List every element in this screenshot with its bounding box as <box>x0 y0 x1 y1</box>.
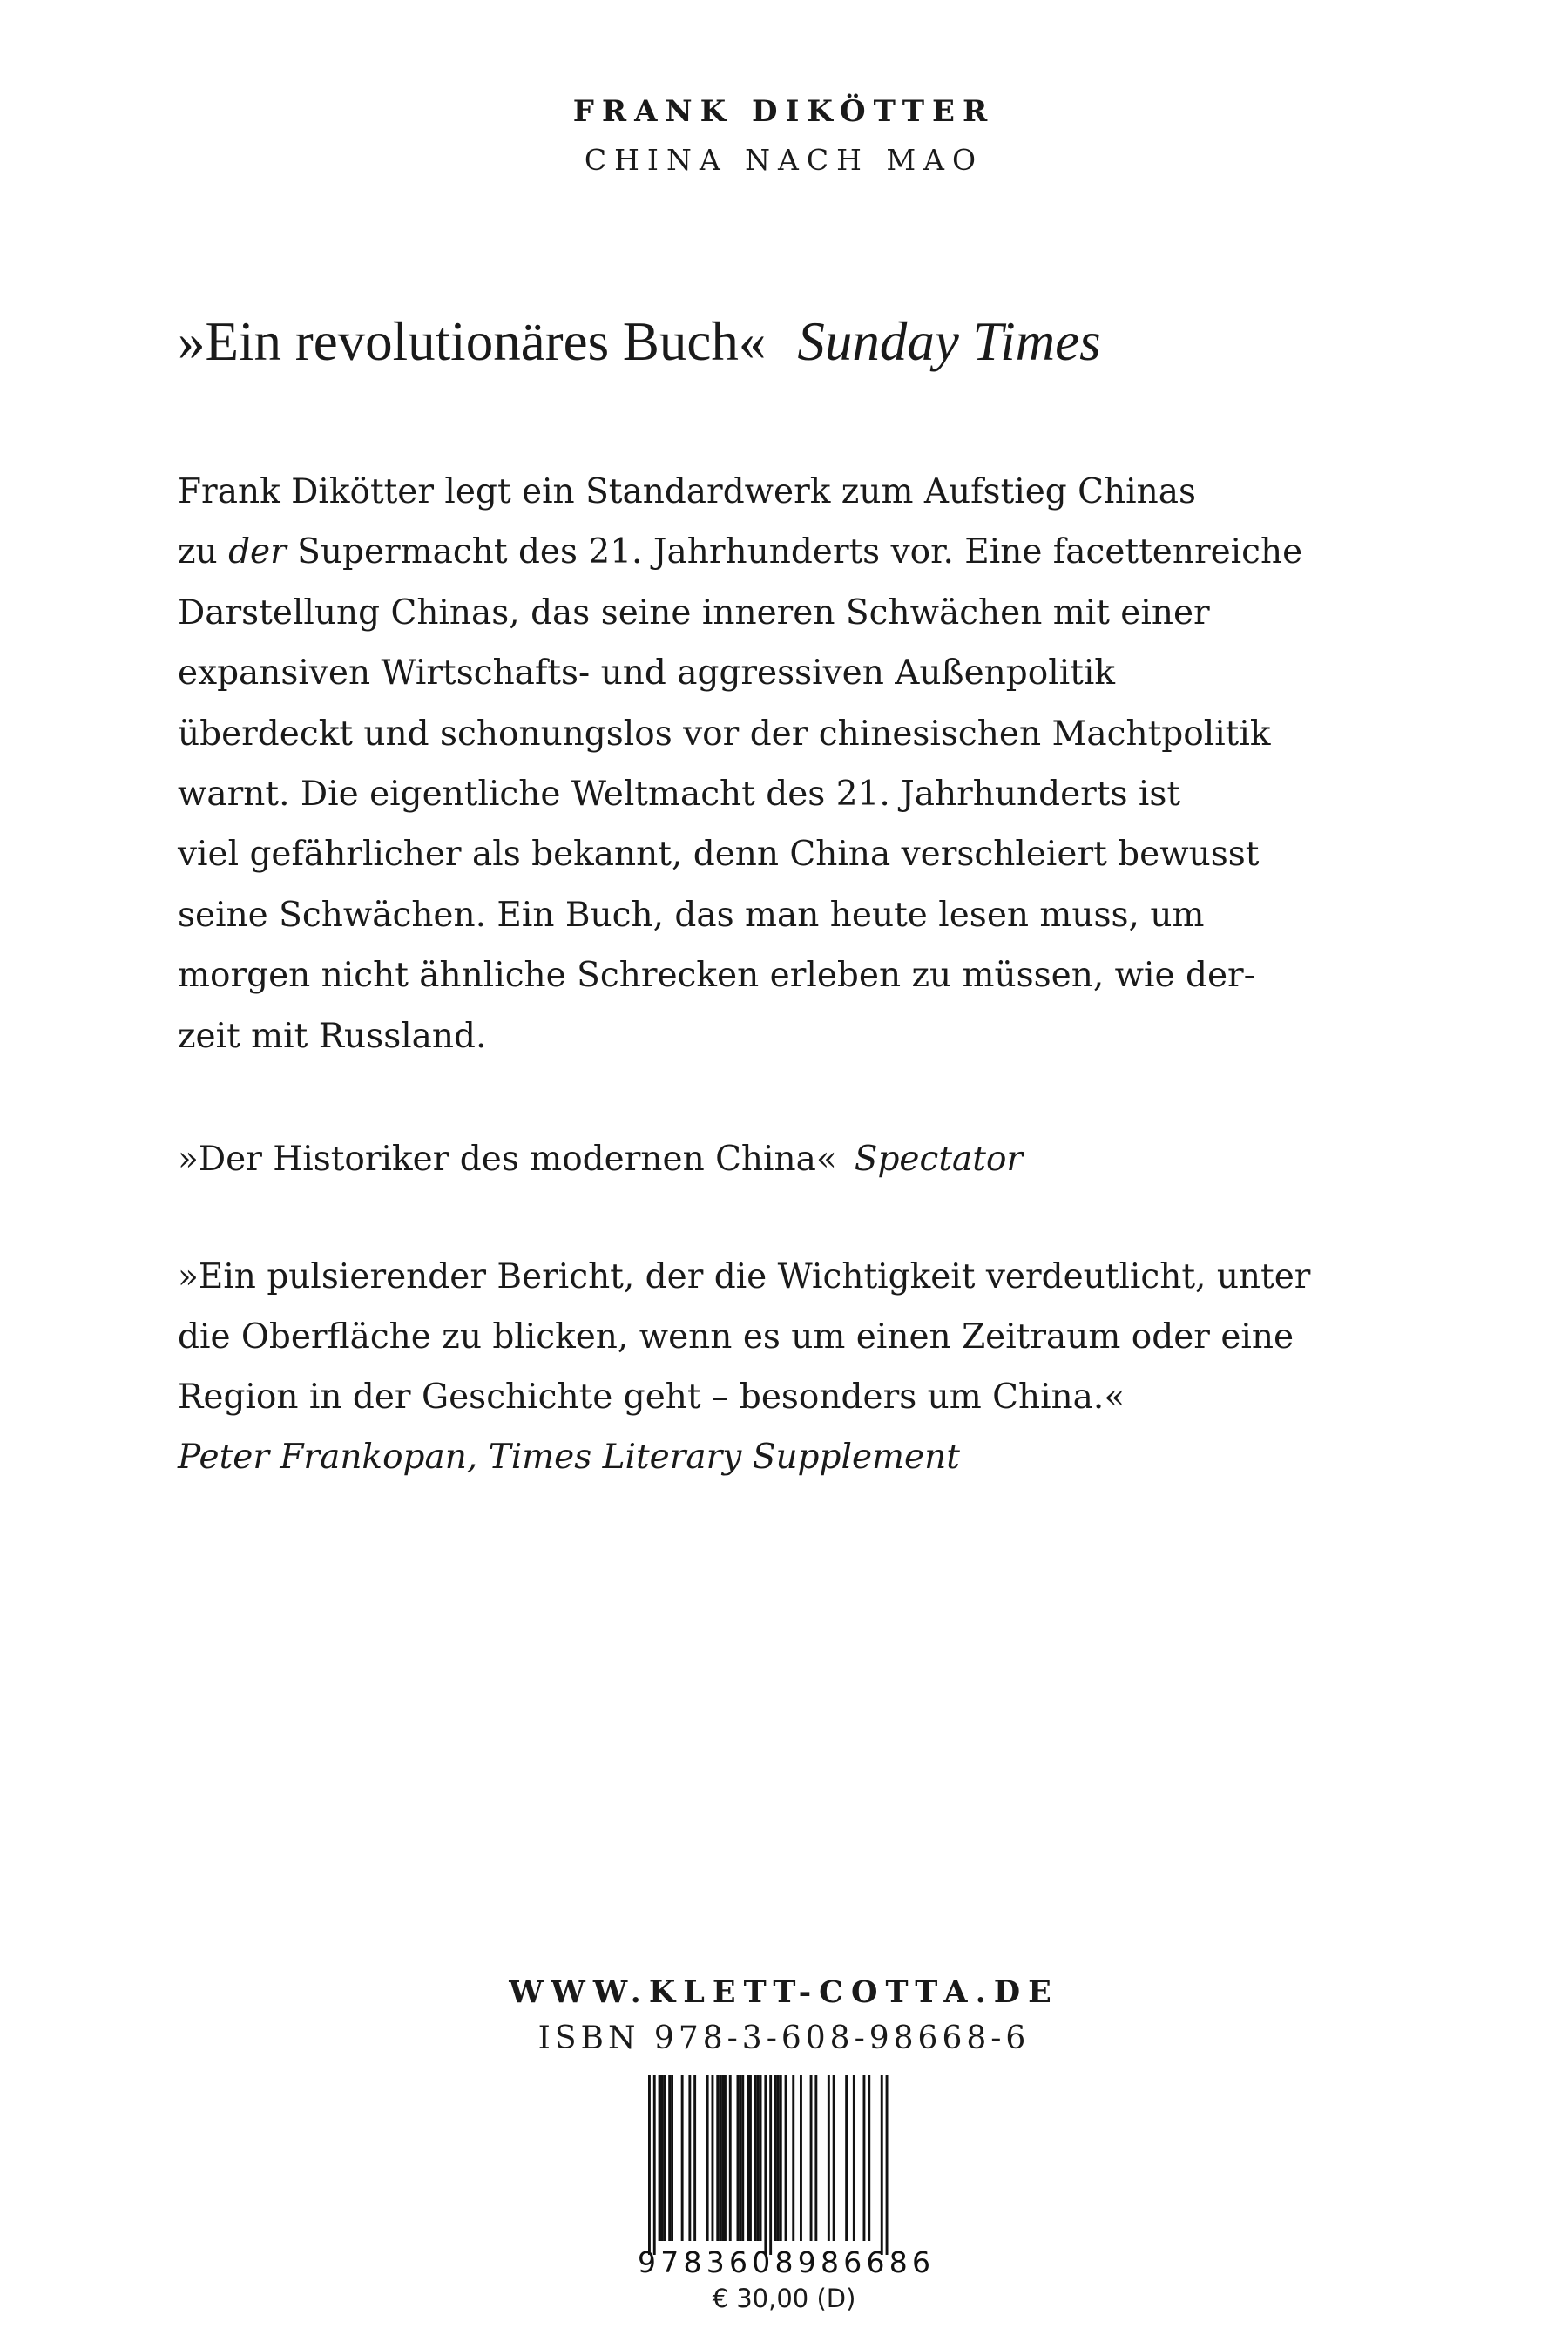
blurb-line: warnt. Die eigentliche Weltmacht des 21. Jahrhunderts ist <box>178 775 1181 815</box>
barcode-bar <box>881 2075 883 2255</box>
barcode-bar <box>785 2075 787 2241</box>
barcode-bar <box>739 2075 741 2241</box>
headline-quote <box>178 307 1101 376</box>
barcode-bar <box>659 2075 661 2241</box>
review-quote-spectator <box>178 1130 1023 1189</box>
barcode-bar <box>769 2075 772 2255</box>
barcode-bar <box>648 2075 651 2255</box>
barcode-bar <box>721 2075 724 2241</box>
blurb-text <box>178 462 1362 1066</box>
barcode-bar <box>671 2075 673 2241</box>
barcode-bar <box>693 2075 696 2241</box>
barcode-bar <box>764 2075 767 2255</box>
barcode-bar <box>792 2075 794 2241</box>
barcode-bar <box>749 2075 752 2241</box>
book-title: CHINA NACH MAO <box>584 143 984 177</box>
barcode-bar <box>886 2075 889 2255</box>
barcode-bar <box>828 2075 830 2241</box>
barcode-bar <box>688 2075 691 2241</box>
barcode-bar <box>653 2075 656 2255</box>
blurb-fragment: zu <box>178 532 229 572</box>
barcode-digits: 9783608986686 <box>638 2245 930 2278</box>
blurb-line: überdeckt und schonungslos vor der chinesischen Machtpolitik <box>178 714 1271 754</box>
barcode-bar <box>729 2075 732 2241</box>
barcode-bar <box>780 2075 782 2241</box>
barcode-bar <box>668 2075 671 2241</box>
blurb-line: morgen nicht ähnliche Schrecken erleben zu müssen, wie der- <box>178 956 1255 996</box>
barcode-bar <box>754 2075 757 2241</box>
barcode-bar <box>853 2075 855 2241</box>
review-quote-line: Region in der Geschichte geht – besonders um China.« <box>178 1377 1125 1417</box>
barcode-bar <box>661 2075 664 2241</box>
review-quote-source: Peter Frankopan, Times Literary Supplement <box>178 1438 960 1477</box>
review-quote-text: »Der Historiker des modernen China« <box>178 1140 837 1179</box>
barcode-bar <box>681 2075 684 2241</box>
headline-quote-text: »Ein revolutionäres Buch« <box>178 311 767 372</box>
barcode-bar <box>760 2075 762 2241</box>
barcode <box>631 2074 937 2278</box>
barcode-bar <box>737 2075 740 2241</box>
barcode-bar <box>706 2075 709 2241</box>
barcode-bar <box>814 2075 817 2241</box>
barcode-bar <box>868 2075 870 2241</box>
review-quote-line: die Oberfläche zu blicken, wenn es um einen Zeitraum oder eine <box>178 1317 1294 1357</box>
barcode-bar <box>777 2075 780 2241</box>
review-quote-line: »Ein pulsierender Bericht, der die Wichtigkeit verdeutlicht, unter <box>178 1257 1311 1296</box>
headline-quote-source: Sunday Times <box>797 311 1101 372</box>
barcode-bar <box>757 2075 760 2241</box>
blurb-line: Darstellung Chinas, das seine inneren Schwächen mit einer <box>178 592 1210 633</box>
blurb-line <box>178 522 1362 582</box>
barcode-bar <box>724 2075 727 2241</box>
blurb-fragment: Supermacht des 21. Jahrhunderts vor. Eine facettenreiche <box>286 532 1303 572</box>
blurb-line: seine Schwächen. Ein Buch, das man heute lesen muss, um <box>178 895 1205 935</box>
barcode-bar <box>810 2075 813 2241</box>
blurb-emphasis: der <box>228 532 287 572</box>
blurb-line: viel gefährlicher als bekannt, denn China verschleiert bewusst <box>178 835 1260 875</box>
review-quote-source: Spectator <box>854 1140 1024 1179</box>
review-quote-frankopan <box>178 1247 1397 1487</box>
barcode-bar <box>774 2075 777 2241</box>
barcode-bar <box>833 2075 835 2241</box>
barcode-bar <box>741 2075 744 2241</box>
barcode-bar <box>863 2075 866 2241</box>
author-name: FRANK DIKÖTTER <box>572 94 996 129</box>
barcode-bar <box>712 2075 714 2241</box>
barcode-bar <box>747 2075 749 2241</box>
blurb-line: zeit mit Russland. <box>178 1016 487 1056</box>
isbn-number: ISBN 978-3-608-98668-6 <box>537 2020 1031 2056</box>
blurb-line: expansiven Wirtschafts- und aggressiven Außenpolitik <box>178 653 1115 694</box>
barcode-bar <box>663 2075 666 2241</box>
blurb-line: Frank Dikötter legt ein Standardwerk zum Aufstieg Chinas <box>178 472 1196 511</box>
publisher-url: WWW.KLETT-COTTA.DE <box>509 1974 1059 2010</box>
price-label: € 30,00 (D) <box>712 2284 856 2313</box>
barcode-bar <box>719 2075 721 2241</box>
barcode-bar <box>845 2075 848 2241</box>
barcode-bar <box>800 2075 802 2241</box>
barcode-bar <box>716 2075 719 2241</box>
